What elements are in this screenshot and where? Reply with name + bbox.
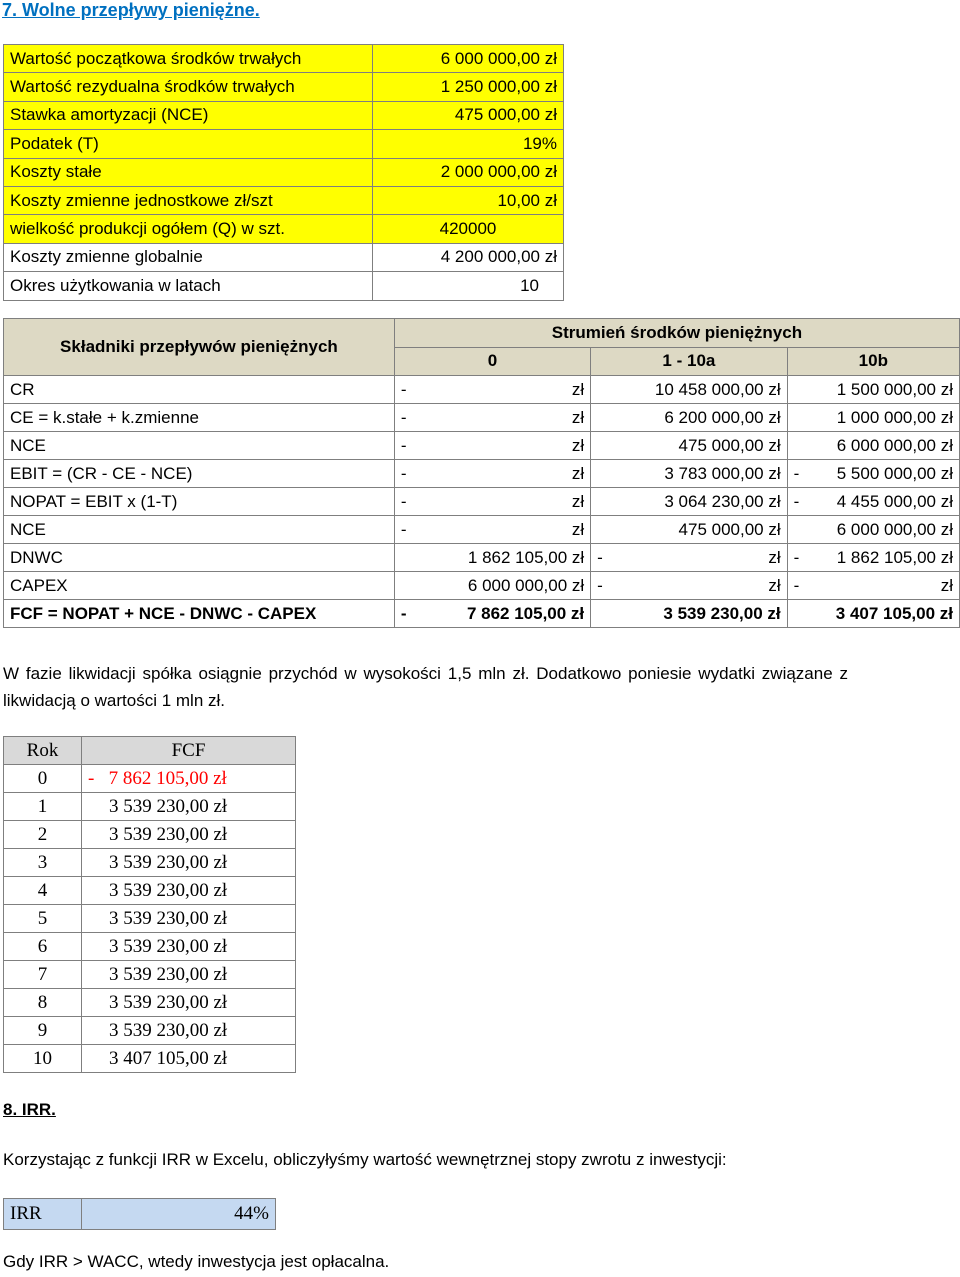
sign: -	[793, 547, 800, 567]
cashflow-cell	[394, 376, 590, 404]
cashflow-cell	[787, 376, 959, 404]
fcf-row	[4, 1045, 296, 1073]
param-row	[4, 272, 564, 300]
fcf-value: 3 539 230,00 zł	[82, 961, 296, 989]
fcf-row	[4, 821, 296, 849]
param-value: 1 250 000,00 zł	[373, 73, 564, 101]
fcf-value: 3 539 230,00 zł	[82, 989, 296, 1017]
cashflow-row	[4, 600, 960, 628]
fcf-row	[4, 905, 296, 933]
sign: -	[597, 547, 603, 567]
fcf-year: 10	[4, 1045, 82, 1073]
amount: 3 064 230,00 zł	[664, 491, 781, 511]
fcf-year: 3	[4, 849, 82, 877]
sign: -	[793, 463, 800, 483]
fcf-value: 3 539 230,00 zł	[82, 793, 296, 821]
liquidation-paragraph: W fazie likwidacji spółka osiągnie przychód w wysokości 1,5 mln zł. Dodatkowo poniesie wydatki związane z likwidacją o wartości 1 mln zł.	[3, 664, 848, 710]
cashflow-cell	[787, 404, 959, 432]
cashflow-table	[3, 318, 960, 628]
amount: 6 000 000,00 zł	[836, 435, 953, 455]
fcf-value: 3 539 230,00 zł	[82, 821, 296, 849]
fcf-year: 8	[4, 989, 82, 1017]
col-header-10b: 10b	[787, 347, 959, 376]
param-row	[4, 73, 564, 101]
cashflow-cell	[787, 572, 959, 600]
cashflow-cell	[787, 600, 959, 628]
cashflow-cell	[394, 572, 590, 600]
cashflow-row	[4, 404, 960, 432]
cashflow-row	[4, 544, 960, 572]
sign: -	[400, 407, 407, 427]
sign: -	[400, 463, 407, 483]
fcf-row	[4, 961, 296, 989]
section-irr-title: 8. IRR.	[3, 1100, 56, 1119]
fcf-value: - 7 862 105,00 zł	[82, 765, 296, 793]
fcf-row	[4, 1017, 296, 1045]
amount: zł	[571, 379, 585, 399]
cashflow-label: NCE	[4, 432, 395, 460]
fcf-value: 3 539 230,00 zł	[82, 877, 296, 905]
cashflow-cell	[394, 404, 590, 432]
cashflow-row	[4, 488, 960, 516]
irr-table	[3, 1198, 276, 1230]
amount: 1 862 105,00 zł	[836, 547, 953, 567]
param-row	[4, 101, 564, 129]
param-label: Koszty stałe	[4, 158, 373, 186]
cashflow-row	[4, 572, 960, 600]
sign: -	[400, 519, 407, 539]
cashflow-cell	[787, 544, 959, 572]
sign: -	[597, 575, 603, 595]
param-label: Okres użytkowania w latach	[4, 272, 373, 300]
param-label: Podatek (T)	[4, 130, 373, 158]
fcf-year: 6	[4, 933, 82, 961]
amount: zł	[571, 407, 585, 427]
fcf-value: 3 539 230,00 zł	[82, 933, 296, 961]
stream-header: Strumień środków pieniężnych	[394, 319, 959, 348]
cashflow-cell	[591, 488, 787, 516]
cashflow-cell	[591, 460, 787, 488]
cashflow-row	[4, 432, 960, 460]
param-row	[4, 186, 564, 214]
amount: 6 200 000,00 zł	[664, 407, 781, 427]
param-label: Koszty zmienne jednostkowe zł/szt	[4, 186, 373, 214]
fcf-year: 9	[4, 1017, 82, 1045]
amount: 475 000,00 zł	[678, 519, 781, 539]
amount: zł	[571, 463, 585, 483]
param-row	[4, 130, 564, 158]
amount: 7 862 105,00 zł	[466, 603, 585, 623]
cashflow-label: EBIT = (CR - CE - NCE)	[4, 460, 395, 488]
components-header: Składniki przepływów pieniężnych	[4, 319, 395, 376]
fcf-header: FCF	[82, 737, 296, 765]
cashflow-label: NCE	[4, 516, 395, 544]
param-label: wielkość produkcji ogółem (Q) w szt.	[4, 215, 373, 243]
amount: 3 407 105,00 zł	[835, 603, 953, 623]
section-title: 7. Wolne przepływy pieniężne.	[2, 0, 260, 20]
irr-label: IRR	[4, 1199, 82, 1230]
amount: zł	[768, 575, 781, 595]
amount: 1 000 000,00 zł	[836, 407, 953, 427]
cashflow-cell	[394, 460, 590, 488]
cashflow-cell	[591, 544, 787, 572]
year-header: Rok	[4, 737, 82, 765]
param-value: 6 000 000,00 zł	[373, 45, 564, 73]
sign: -	[793, 575, 800, 595]
fcf-row	[4, 849, 296, 877]
cashflow-cell	[787, 516, 959, 544]
cashflow-label: CE = k.stałe + k.zmienne	[4, 404, 395, 432]
amount: 10 458 000,00 zł	[654, 379, 781, 399]
param-value: 420000	[373, 215, 564, 243]
cashflow-cell	[591, 404, 787, 432]
sign: -	[793, 491, 800, 511]
fcf-row	[4, 793, 296, 821]
sign: -	[400, 491, 407, 511]
fcf-year: 7	[4, 961, 82, 989]
amount: 475 000,00 zł	[678, 435, 781, 455]
param-value: 475 000,00 zł	[373, 101, 564, 129]
amount: zł	[571, 519, 585, 539]
cashflow-label: CAPEX	[4, 572, 395, 600]
parameters-table	[3, 44, 564, 301]
param-value: 19%	[373, 130, 564, 158]
param-value: 10,00 zł	[373, 186, 564, 214]
cashflow-cell	[394, 488, 590, 516]
param-label: Wartość początkowa środków trwałych	[4, 45, 373, 73]
fcf-year: 2	[4, 821, 82, 849]
cashflow-label: NOPAT = EBIT x (1-T)	[4, 488, 395, 516]
param-value: 10	[373, 272, 564, 300]
fcf-row	[4, 765, 296, 793]
sign: -	[400, 435, 407, 455]
cashflow-cell	[787, 432, 959, 460]
cashflow-cell	[591, 432, 787, 460]
param-row	[4, 45, 564, 73]
amount: zł	[768, 547, 781, 567]
fcf-row	[4, 877, 296, 905]
amount: 3 783 000,00 zł	[664, 463, 781, 483]
conclusion-text: Gdy IRR > WACC, wtedy inwestycja jest opłacalna.	[3, 1252, 390, 1271]
fcf-year: 1	[4, 793, 82, 821]
param-row	[4, 243, 564, 271]
amount: 5 500 000,00 zł	[836, 463, 953, 483]
cashflow-label: DNWC	[4, 544, 395, 572]
cashflow-cell	[394, 544, 590, 572]
fcf-year: 5	[4, 905, 82, 933]
cashflow-label: CR	[4, 376, 395, 404]
cashflow-cell	[394, 516, 590, 544]
cashflow-row	[4, 460, 960, 488]
param-value: 4 200 000,00 zł	[373, 243, 564, 271]
fcf-value: 3 407 105,00 zł	[82, 1045, 296, 1073]
sign: -	[400, 603, 407, 623]
col-header-0: 0	[394, 347, 590, 376]
cashflow-cell	[394, 432, 590, 460]
param-label: Koszty zmienne globalnie	[4, 243, 373, 271]
param-value: 2 000 000,00 zł	[373, 158, 564, 186]
cashflow-row	[4, 376, 960, 404]
cashflow-cell	[591, 572, 787, 600]
excel-text: Korzystając z funkcji IRR w Excelu, obliczyłyśmy wartość wewnętrznej stopy zwrotu z inwestycji:	[3, 1150, 727, 1169]
fcf-value: 3 539 230,00 zł	[82, 849, 296, 877]
fcf-row	[4, 989, 296, 1017]
cashflow-cell	[591, 516, 787, 544]
fcf-value: 3 539 230,00 zł	[82, 905, 296, 933]
cashflow-row	[4, 516, 960, 544]
amount: 6 000 000,00 zł	[836, 519, 953, 539]
cashflow-cell	[591, 600, 787, 628]
amount: zł	[940, 575, 953, 595]
amount: 1 500 000,00 zł	[836, 379, 953, 399]
sign: -	[400, 379, 407, 399]
amount: zł	[571, 435, 585, 455]
fcf-value: 3 539 230,00 zł	[82, 1017, 296, 1045]
param-row	[4, 158, 564, 186]
fcf-row	[4, 933, 296, 961]
cashflow-label: FCF = NOPAT + NCE - DNWC - CAPEX	[4, 600, 395, 628]
fcf-year: 0	[4, 765, 82, 793]
cashflow-cell	[591, 376, 787, 404]
amount: 3 539 230,00 zł	[663, 603, 781, 623]
cashflow-cell	[787, 488, 959, 516]
amount: 6 000 000,00 zł	[467, 575, 585, 595]
amount: 4 455 000,00 zł	[836, 491, 953, 511]
param-label: Stawka amortyzacji (NCE)	[4, 101, 373, 129]
col-header-1-10a: 1 - 10a	[591, 347, 787, 376]
cashflow-cell	[787, 460, 959, 488]
amount: 1 862 105,00 zł	[467, 547, 585, 567]
fcf-year: 4	[4, 877, 82, 905]
cashflow-cell	[394, 600, 590, 628]
amount: zł	[571, 491, 585, 511]
fcf-table	[3, 736, 296, 1073]
irr-value: 44%	[82, 1199, 276, 1230]
param-row	[4, 215, 564, 243]
param-label: Wartość rezydualna środków trwałych	[4, 73, 373, 101]
